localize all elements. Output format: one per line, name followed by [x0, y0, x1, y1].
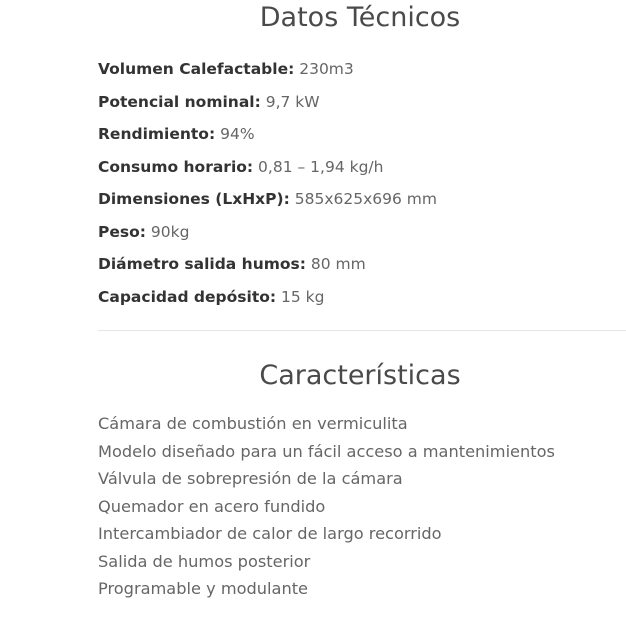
spec-row-dimensiones — [98, 188, 437, 221]
spec-label: Volumen Calefactable: — [98, 60, 295, 78]
feature-item: Programable y modulante — [98, 579, 309, 598]
spec-label: Peso: — [98, 222, 146, 241]
feature-item: Quemador en acero fundido — [98, 496, 326, 516]
features-section-title: Características — [259, 360, 461, 391]
spec-value: 94% — [220, 125, 255, 143]
feature-item: Modelo diseñado para un fácil acceso a mantenimientos — [98, 441, 555, 461]
features-list — [98, 413, 555, 606]
spec-label: Consumo horario: — [98, 157, 254, 176]
spec-value: 585x625x696 mm — [294, 190, 437, 208]
spec-value: 90kg — [150, 222, 190, 241]
spec-row-peso — [98, 221, 437, 254]
feature-item: Válvula de sobrepresión de la cámara — [98, 469, 403, 488]
spec-label: Diámetro salida humos: — [98, 255, 306, 273]
specs-list — [98, 58, 437, 318]
feature-item: Salida de humos posterior — [98, 551, 311, 571]
section-divider — [98, 330, 626, 331]
spec-value: 80 mm — [310, 255, 366, 273]
spec-row-volumen — [98, 58, 437, 91]
feature-item: Cámara de combustión en vermiculita — [98, 414, 408, 433]
spec-row-rendimiento — [98, 123, 437, 156]
specs-section-title: Datos Técnicos — [259, 2, 461, 33]
spec-row-diametro — [98, 253, 437, 286]
feature-item: Intercambiador de calor de largo recorrido — [98, 524, 442, 543]
spec-label: Dimensiones (LxHxP): — [98, 190, 290, 208]
spec-row-capacidad — [98, 286, 437, 319]
spec-row-consumo — [98, 156, 437, 189]
spec-label: Potencial nominal: — [98, 92, 261, 111]
spec-value: 0,81 – 1,94 kg/h — [258, 157, 384, 176]
spec-value: 15 kg — [281, 287, 325, 306]
spec-row-potencial — [98, 91, 437, 124]
spec-label: Capacidad depósito: — [98, 287, 277, 306]
spec-label: Rendimiento: — [98, 125, 216, 143]
spec-value: 230m3 — [299, 60, 354, 78]
spec-value: 9,7 kW — [265, 92, 320, 111]
